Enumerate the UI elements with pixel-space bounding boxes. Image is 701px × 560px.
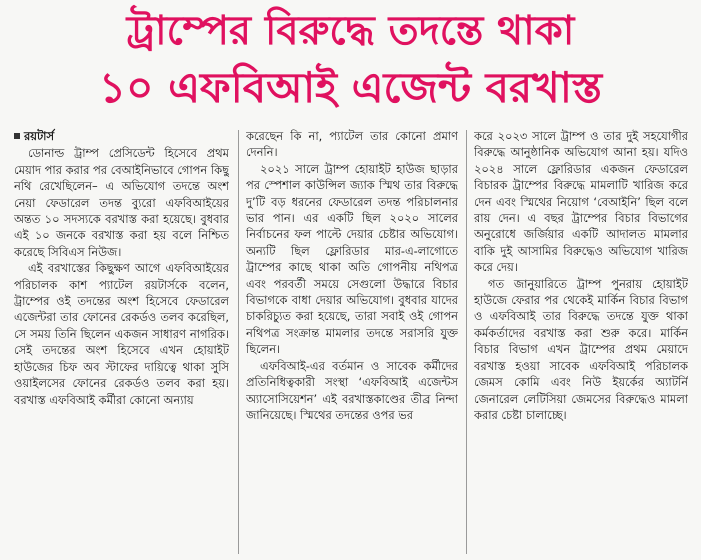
paragraph: এফবিআই-এর বর্তমান ও সাবেক কর্মীদের প্রতিনিধিত্বকারী সংস্থা ‘এফবিআই এজেন্টস অ্যাসোসিয়েশন’ এই বরখাস্তকাণ্ডের তীব্র নিন্দা জানিয়েছে। স্মিথের তদন্তের ওপর ভর [246,358,458,422]
paragraph: গত জানুয়ারিতে ট্রাম্প পুনরায় হোয়াইট হাউজে ফেরার পর থেকেই মার্কিন বিচার বিভাগ ও এফবিআই তার বিরুদ্ধে তদন্তে যুক্ত থাকা কর্মকর্তাদের বরখাস্ত করা শুরু করে। মার্কিন বিচার বিভাগ এখন ট্রাম্পের প্রথম মেয়াদে বরখাস্ত হওয়া সাবেক এফবিআই পরিচালক জেমস কোমি এবং নিউ ইয়র্কের অ্যাটর্নি জেনারেল লেটিসিয়া জেমসের বিরুদ্ধেও মামলা করার চেষ্টা চালাচ্ছে। [474,276,688,422]
headline [0,0,701,122]
column-divider [466,130,467,554]
paragraph: ডোনাল্ড ট্রাম্প প্রেসিডেন্ট হিসেবে প্রথম মেয়াদ পার করার পর বেআইনিভাবে গোপন কিছু নথি রেখেছিলেন– এ অভিযোগ তদন্তে অংশ নেয়া ফেডারেল তদন্ত ব্যুরো এফবিআইয়ের অন্তত ১০ সদস্যকে বরখাস্ত করা হয়েছে। বুধবার এই ১০ জনকে বরখাস্ত করা হয় বলে নিশ্চিত করেছে সিবিএস নিউজ। [14,146,229,259]
article-column-1 [14,128,229,558]
headline-line-2: ১০ এফবিআই এজেন্ট বরখাস্ত [98,63,603,112]
bullet-square-icon [14,133,20,139]
article-column-3 [474,128,688,558]
byline-text: রয়টার্স [24,129,55,143]
column-divider [238,130,239,554]
paragraph: করে ২০২৩ সালে ট্রাম্প ও তার দুই সহযোগীর বিরুদ্ধে আনুষ্ঠানিক অভিযোগ আনা হয়। যদিও ২০২৪ সালে ফ্লোরিডার একজন ফেডারেল বিচারক ট্রাম্পের বিরুদ্ধে মামলাটি খারিজ করে দেন এবং স্মিথের নিয়োগ ‘বেআইনি’ ছিল বলে রায় দেন। এ বছর ট্রাম্পের বিচার বিভাগের অনুরোধে জর্জিয়ার একটি আদালত মামলার বাকি দুই আসামির বিরুদ্ধেও অভিযোগ খারিজ করে দেয়। [474,129,688,275]
article-column-2 [246,128,458,558]
headline-line-1: ট্রাম্পের বিরুদ্ধে তদন্তে থাকা [126,8,575,54]
paragraph: করেছেন কি না, প্যাটেল তার কোনো প্রমাণ দেননি। [246,129,458,160]
paragraph: ২০২১ সালে ট্রাম্প হোয়াইট হাউজ ছাড়ার পর স্পেশাল কাউন্সিল জ্যাক স্মিথ তার বিরুদ্ধে দু’টি বড় ধরনের ফেডারেল তদন্ত পরিচালনার ভার পান। এর একটি ছিল ২০২০ সালের নির্বাচনের ফল পাল্টে দেয়ার চেষ্টার অভিযোগ। অন্যটি ছিল ফ্লোরিডার মার-এ-লাগোতে ট্রাম্পের কাছে থাকা অতি গোপনীয় নথিপত্র এবং পরবর্তী সময়ে সেগুলো উদ্ধারে বিচার বিভাগকে বাধা দেয়ার অভিযোগ। বুধবার যাদের চাকরিচ্যুত করা হয়েছে, তারা সবাই ওই গোপন নথিপত্র সংক্রান্ত মামলার তদন্তে সরাসরি যুক্ত ছিলেন। [246,161,458,357]
byline [14,128,229,144]
paragraph: এই বরখাস্তের কিছুক্ষণ আগে এফবিআইয়ের পরিচালক কাশ প্যাটেল রয়টার্সকে বলেন, ট্রাম্পের ওই তদন্তের অংশ হিসেবে ফেডারেল এজেন্টরা তার ফোনের রেকর্ডও তলব করেছিল, সে সময় তিনি ছিলেন একজন সাধারণ নাগরিক। সেই তদন্তের অংশ হিসেবে এখন হোয়াইট হাউজের চিফ অব স্টাফের দায়িত্বে থাকা সুসি ওয়াইলসের ফোনের রেকর্ডও তলব করা হয়। বরখাস্ত এফবিআই কর্মীরা কোনো অন্যায় [14,261,229,407]
